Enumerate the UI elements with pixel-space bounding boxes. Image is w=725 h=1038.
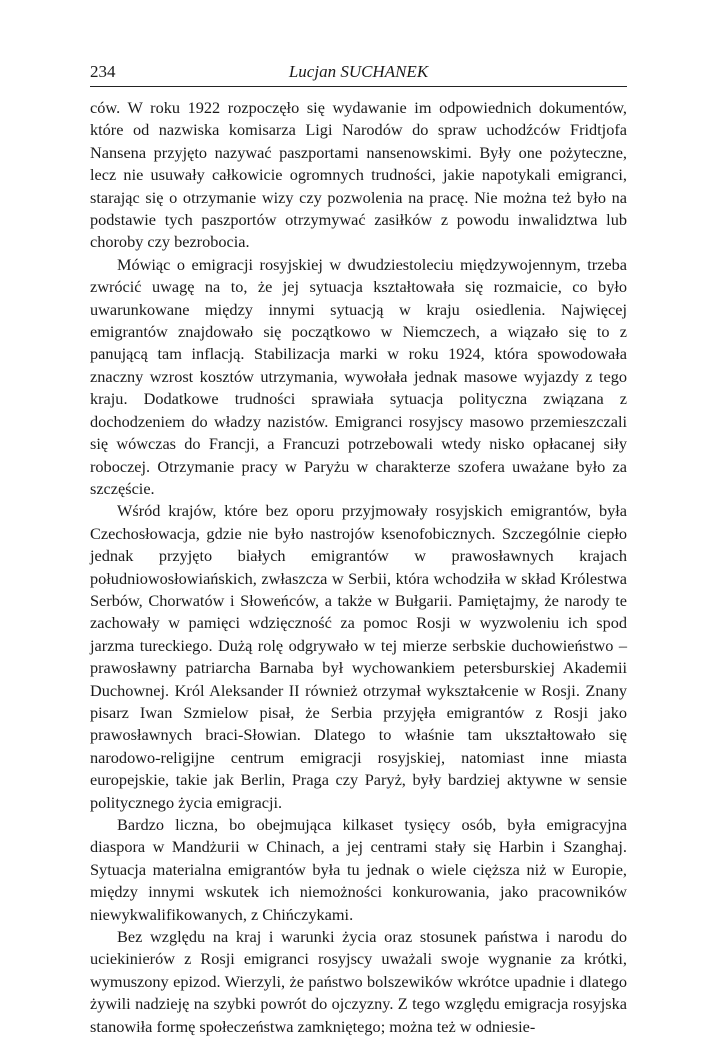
running-head: Lucjan SUCHANEK [288,62,429,81]
page-header [90,56,627,87]
paragraph: Bez względu na kraj i warunki życia oraz stosunek państwa i narodu do uciekinierów z Rosji emigranci rosyjscy uważali swoje wygnanie za krótki, wymuszony epizod. Wierzyli, że państwo bolszewików wkrótce upadnie i dlatego żywili nadzieję na szybki powrót do ojczyzny. Z tego względu emigracja rosyjska stanowiła formę społeczeństwa zamkniętego; można też w odniesie- [90,927,627,1036]
page-number: 234 [90,62,116,81]
paragraph: Mówiąc o emigracji rosyjskiej w dwudziestoleciu międzywojennym, trzeba zwrócić uwagę na to, że jej sytuacja kształtowała się rozmaicie, co było uwarunkowane między innymi sytuacją w kraju osiedlenia. Najwięcej emigrantów znajdowało się początkowo w Niemczech, a wiązało się to z panującą tam inflacją. Stabilizacja marki w roku 1924, która spowodowała znaczny wzrost kosztów utrzymania, wywołała jednak masowe wyjazdy z tego kraju. Dodatkowe trudności sprawiała sytuacja polityczna związana z dochodzeniem do władzy nazistów. Emigranci rosyjscy masowo przemieszczali się wówczas do Francji, a Francuzi potrzebowali wtedy nisko opłacanej siły roboczej. Otrzymanie pracy w Paryżu w charakterze szofera uważane było za szczęście. [90,254,627,498]
paragraph: Wśród krajów, które bez oporu przyjmowały rosyjskich emigrantów, była Czechosłowacja, gdzie nie było nastrojów ksenofobicznych. Szczególnie ciepło jednak przyjęto białych emigrantów w prawosławnych krajach południowosłowiańskich, zwłaszcza w Serbii, która wchodziła w skład Królestwa Serbów, Chorwatów i Słoweńców, a także w Bułgarii. Pamiętajmy, że narody te zachowały w pamięci wdzięczność za pomoc Rosji w wyzwoleniu ich spod jarzma tureckiego. Dużą rolę odgrywało w tej mierze serbskie duchowieństwo – prawosławny patriarcha Barnaba był wychowankiem petersburskiej Akademii Duchownej. Król Aleksander II również otrzymał wykształcenie w Rosji. Znany pisarz Iwan Szmielow pisał, że Serbia przyjęła emigrantów z Rosji jako prawosławnych braci-Słowian. Dlatego to właśnie tam ukształtowało się narodowo-religijne centrum emigracji rosyjskiej, natomiast inne miasta europejskie, takie jak Berlin, Praga czy Paryż, były bardziej aktywne w sensie politycznego życia emigracji. [90,501,627,812]
page-body [90,97,627,1038]
paragraph: Bardzo liczna, bo obejmująca kilkaset tysięcy osób, była emigracyjna diaspora w Mandżurii w Chinach, a jej centrami stały się Harbin i Szanghaj. Sytuacja materialna emigrantów była tu jednak o wiele cięższa niż w Europie, między innymi wskutek ich niemożności konkurowania, jako pracowników niewykwalifikowanych, z Chińczykami. [90,815,627,924]
paragraph: ców. W roku 1922 rozpoczęło się wydawanie im odpowiednich dokumentów, które od nazwiska komisarza Ligi Narodów do spraw uchodźców Fridtjofa Nansena przyjęto nazywać paszportami nansenowskimi. Były one pożyteczne, lecz nie usuwały całkowicie ogromnych trudności, jakie napotykali emigranci, starając się o otrzymanie wizy czy pozwolenia na pracę. Nie można też było na podstawie tych paszportów otrzymywać zasiłków z powodu inwalidztwa lub choroby czy bezrobocia. [90,98,627,252]
